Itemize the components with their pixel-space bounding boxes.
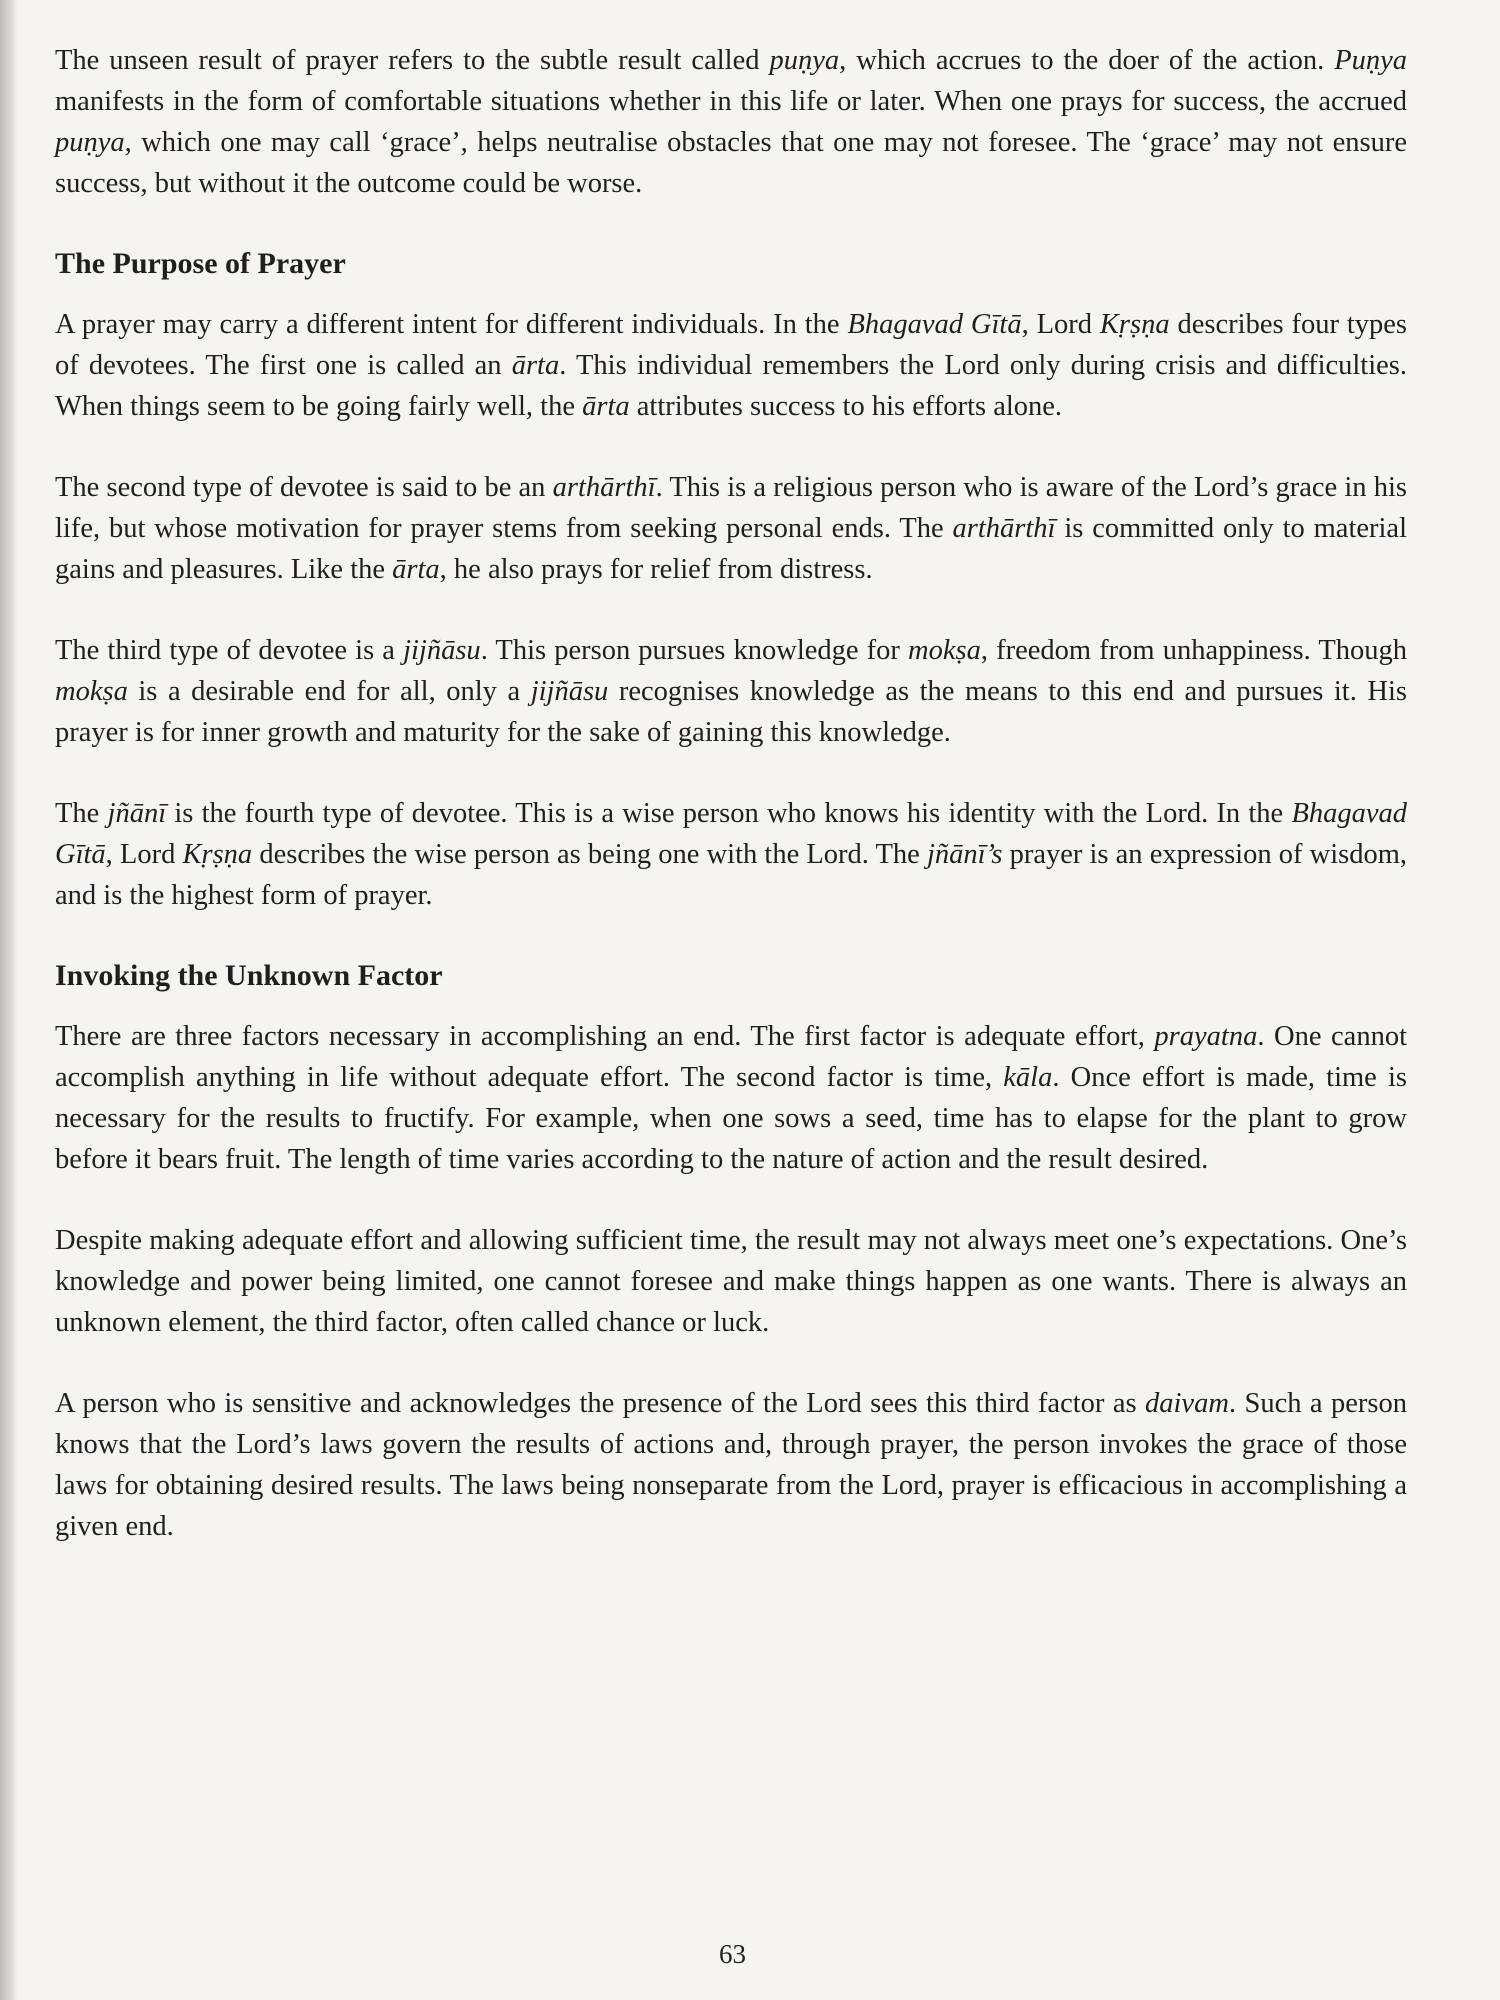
paragraph-three-factors: There are three factors necessary in accomplishing an end. The first factor is adequate effort, prayatna. One cannot accomplish anything in life without adequate effort. The second factor is time, kāla. Once effort is made, time is necessary for the results to fructify. For example, when one sows a seed, time has to elapse for the plant to grow before it bears fruit. The length of time varies according to the nature of action and the result desired. [55, 1021, 1407, 1175]
paragraph-unseen-result: The unseen result of prayer refers to the subtle result called puṇya, which accrues to the doer of the action. Puṇya manifests in the form of comfortable situations whether in this life or later. When one prays for success, the accrued puṇya, which one may call ‘grace’, helps neutralise obstacles that one may not foresee. The ‘grace’ may not ensure success, but without it the outcome could be worse. [55, 45, 1407, 199]
paragraph-jnani: The jñānī is the fourth type of devotee. This is a wise person who knows his identity with the Lord. In the Bhagavad Gītā, Lord Kṛṣṇa describes the wise person as being one with the Lord. The jñānī’s prayer is an expression of wisdom, and is the highest form of prayer. [55, 798, 1408, 911]
paragraph-arta: A prayer may carry a different intent for different individuals. In the Bhagavad Gītā, Lord Kṛṣṇa describes four types of devotees. The first one is called an ārta. This individual remembers the Lord only during crisis and difficulties. When things seem to be going fairly well, the ārta attributes success to his efforts alone. [55, 309, 1408, 422]
paragraph-daivam: A person who is sensitive and acknowledges the presence of the Lord sees this third factor as daivam. Such a person knows that the Lord’s laws govern the results of actions and, through prayer, the person invokes the grace of those laws for obtaining desired results. The laws being nonseparate from the Lord, prayer is efficacious in accomplishing a given end. [55, 1388, 1407, 1542]
binding-shadow [0, 0, 18, 2000]
heading-invoking-unknown-factor: Invoking the Unknown Factor [55, 959, 443, 992]
page-number: 63 [719, 1939, 746, 1969]
page-content [55, 40, 1407, 1587]
paragraph-artharthi: The second type of devotee is said to be an arthārthī. This is a religious person who is aware of the Lord’s grace in his life, but whose motivation for prayer stems from seeking personal ends. The arthārthī is committed only to material gains and pleasures. Like the ārta, he also prays for relief from distress. [55, 472, 1408, 585]
heading-purpose-of-prayer: The Purpose of Prayer [55, 247, 346, 280]
paragraph-jijnasu: The third type of devotee is a jijñāsu. This person pursues knowledge for mokṣa, freedom from unhappiness. Though mokṣa is a desirable end for all, only a jijñāsu recognises knowledge as the means to this end and pursues it. His prayer is for inner growth and maturity for the sake of gaining this knowledge. [55, 635, 1407, 748]
paragraph-expectations: Despite making adequate effort and allowing sufficient time, the result may not always meet one’s expectations. One’s knowledge and power being limited, one cannot foresee and make things happen as one wants. There is always an unknown element, the third factor, often called chance or luck. [55, 1225, 1407, 1338]
